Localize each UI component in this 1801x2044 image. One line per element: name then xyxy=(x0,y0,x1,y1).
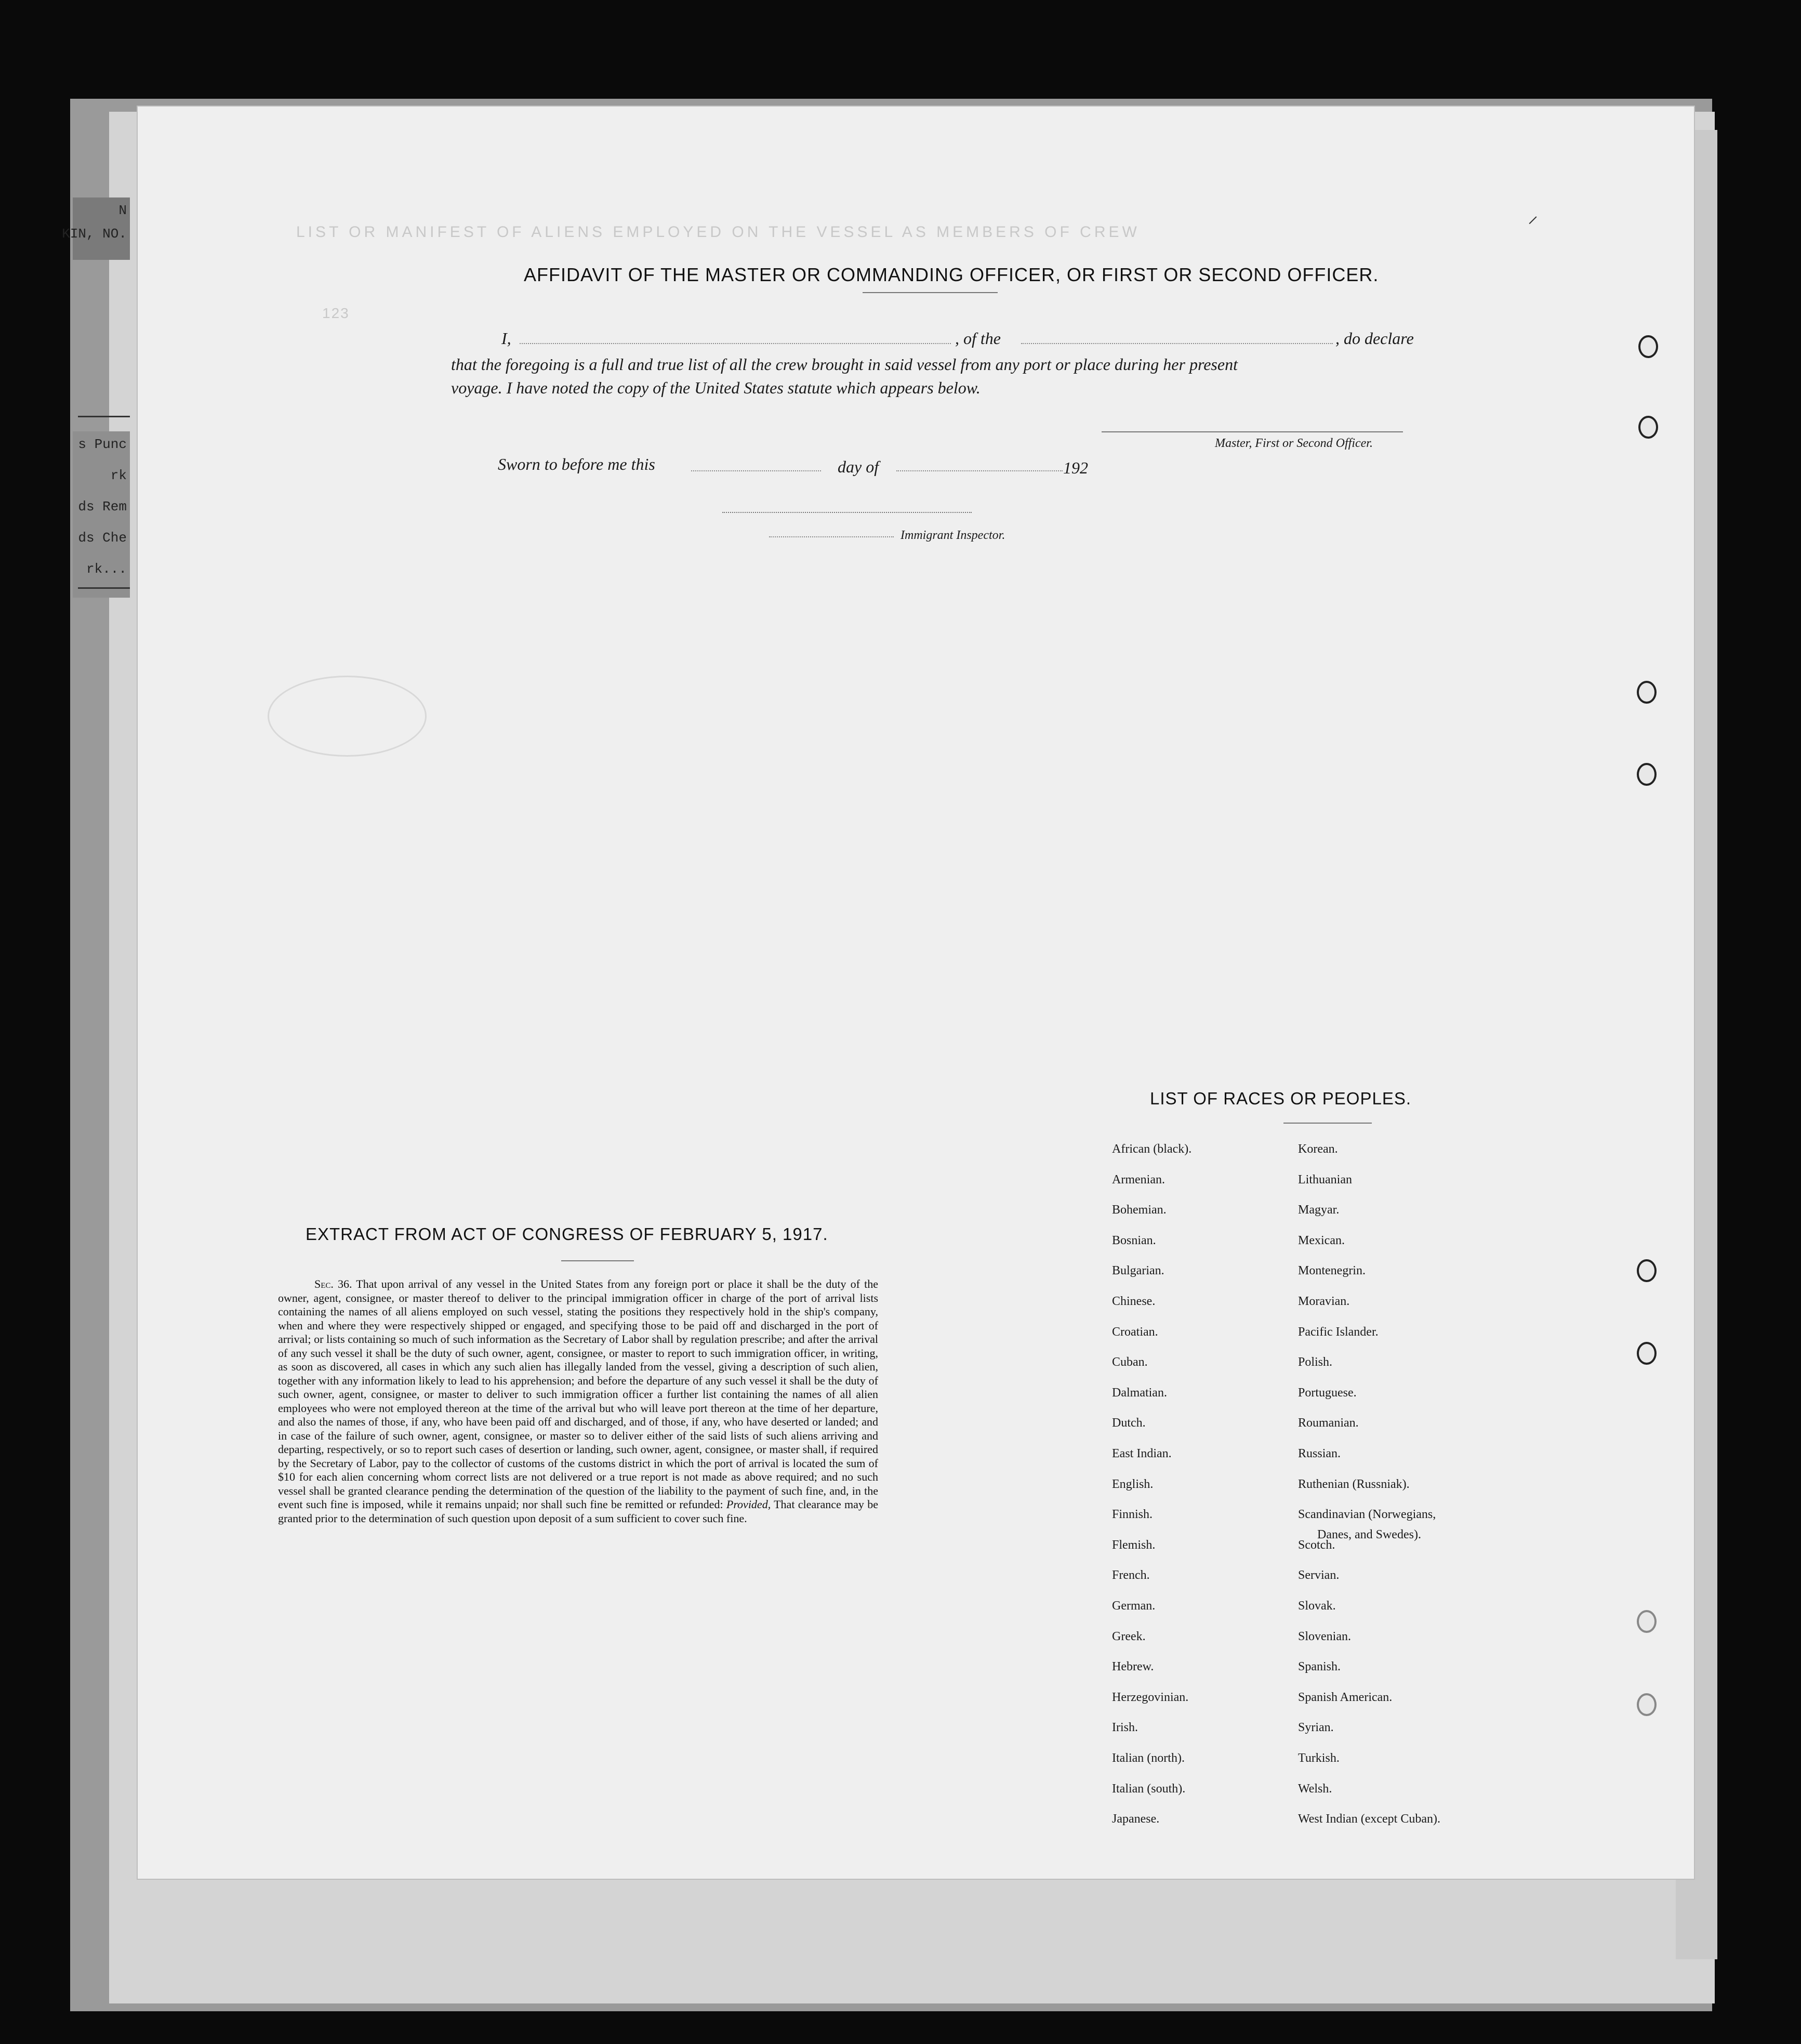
race-item: French. xyxy=(1112,1568,1150,1583)
sec-label: Sec. 36. xyxy=(314,1277,352,1290)
race-item: Spanish. xyxy=(1298,1660,1341,1674)
race-item: Armenian. xyxy=(1112,1172,1165,1186)
statute-text xyxy=(278,1277,878,1525)
race-item: Welsh. xyxy=(1298,1782,1332,1796)
race-item: Magyar. xyxy=(1298,1203,1340,1217)
race-item: Italian (north). xyxy=(1112,1751,1185,1765)
statute-body: That upon arrival of any vessel in the United States from any foreign port or place it shall be the duty of the owner, agent, consignee, or master thereof to deliver to the principal immigration officer in charge of the port of arrival lists containing the names of all aliens employed on such vessel, stating the positions they respectively hold in the ship's company, when and where they were respectively shipped or engaged, and specifying those to be paid off and discharged in the port of arrival; or lists containing so much of such information as the Secretary of Labor shall by regulation prescribe; and after the arrival of any such vessel it shall be the duty of such owner, agent, consignee, or master to report to such immigration officer, in writing, as soon as discovered, all cases in which any such alien has illegally landed from the vessel, giving a description of such alien, together with any information likely to lead to his apprehension; and before the departure of any such vessel it shall be the duty of such owner, agent, consignee, or master to deliver to such immigration officer a further list containing the names of all alien employees who were not employed thereon at the time of the arrival but who will leave port thereon at the time of her departure, and also the names of those, if any, who have been paid off and discharged, and of those, if any, who have deserted or landed; and in case of the failure of such owner, agent, consignee, or master so to deliver either of the said lists of such aliens arriving and departing, respectively, or so to report such cases of desertion or landing, such owner, agent, consignee, or master shall, if required by the Secretary of Labor, pay to the collector of customs of the customs district in which the port of arrival is located the sum of $10 for each alien concerning whom correct lists are not delivered or a true report is not made as above required; and no such vessel shall be granted clearance pending the determination of the question of the liability to the payment of such fine, and, in the event such fine is imposed, while it remains unpaid; nor shall such fine be remitted or refunded: xyxy=(278,1277,878,1511)
race-item: Montenegrin. xyxy=(1298,1264,1366,1278)
races-title: LIST OF RACES OR PEOPLES. xyxy=(1150,1089,1412,1108)
race-item: Italian (south). xyxy=(1112,1782,1186,1796)
punch-hole xyxy=(1638,416,1658,439)
month-field[interactable] xyxy=(896,470,1063,471)
race-item: Roumanian. xyxy=(1298,1416,1359,1430)
race-item: Bulgarian. xyxy=(1112,1264,1164,1278)
year-label: 192 xyxy=(1063,458,1088,477)
race-item: Portuguese. xyxy=(1298,1386,1357,1400)
race-item: German. xyxy=(1112,1599,1156,1613)
race-item: Irish. xyxy=(1112,1721,1138,1735)
race-item: Turkish. xyxy=(1298,1751,1340,1765)
signature-caption: Master, First or Second Officer. xyxy=(1215,437,1373,450)
race-item: Russian. xyxy=(1298,1447,1341,1460)
race-item: Finnish. xyxy=(1112,1508,1153,1522)
race-item: Bohemian. xyxy=(1112,1203,1167,1217)
race-item: Lithuanian xyxy=(1298,1172,1352,1186)
strip-label: rk xyxy=(110,468,127,483)
race-item: Spanish American. xyxy=(1298,1690,1393,1704)
race-item: Greek. xyxy=(1112,1629,1146,1643)
extract-rule xyxy=(561,1260,634,1261)
punch-hole xyxy=(1637,1610,1657,1633)
strip-label: rk... xyxy=(86,561,127,577)
race-item: Mexican. xyxy=(1298,1233,1345,1247)
strip-label: s Punc xyxy=(78,437,127,452)
race-item: Bosnian. xyxy=(1112,1233,1156,1247)
inspector-caption: Immigrant Inspector. xyxy=(900,529,1005,542)
race-item: Servian. xyxy=(1298,1568,1340,1583)
race-item: Pacific Islander. xyxy=(1298,1325,1379,1339)
race-item: Ruthenian (Russniak). xyxy=(1298,1477,1410,1491)
name-field[interactable] xyxy=(520,343,951,344)
race-item: Slovak. xyxy=(1298,1599,1336,1613)
race-item: East Indian. xyxy=(1112,1447,1172,1460)
day-field[interactable] xyxy=(691,470,821,471)
title-rule xyxy=(863,292,998,293)
race-continuation: Danes, and Swedes). xyxy=(1317,1528,1421,1541)
race-item: Chinese. xyxy=(1112,1295,1156,1308)
race-item: Scandinavian (Norwegians, xyxy=(1298,1508,1436,1522)
declaration-line: that the foregoing is a full and true list of all the crew brought in said vessel from any port or place during her present xyxy=(451,355,1238,374)
race-item: African (black). xyxy=(1112,1142,1192,1156)
punch-hole xyxy=(1637,763,1657,786)
punch-hole xyxy=(1637,681,1657,704)
race-item: Dalmatian. xyxy=(1112,1386,1167,1400)
left-margin-strip xyxy=(73,431,130,598)
pencil-mark: ⸝ xyxy=(1528,204,1538,227)
race-item: Flemish. xyxy=(1112,1538,1156,1552)
race-item: Croatian. xyxy=(1112,1325,1158,1339)
race-item: West Indian (except Cuban). xyxy=(1298,1812,1440,1826)
bleed-through-text: LIST OR MANIFEST OF ALIENS EMPLOYED ON THE VESSEL AS MEMBERS OF CREW xyxy=(296,223,1140,241)
race-item: Slovenian. xyxy=(1298,1629,1351,1643)
race-item: Scotch. xyxy=(1298,1538,1335,1552)
strip-divider xyxy=(78,416,130,417)
vessel-field[interactable] xyxy=(1021,343,1333,344)
extract-title: EXTRACT FROM ACT OF CONGRESS OF FEBRUARY 5, 1917. xyxy=(306,1224,828,1244)
race-item: Japanese. xyxy=(1112,1812,1160,1826)
provided-label: Provided, xyxy=(726,1498,771,1511)
race-item: Korean. xyxy=(1298,1142,1338,1156)
races-rule xyxy=(1283,1123,1372,1124)
race-item: Herzegovinian. xyxy=(1112,1690,1189,1704)
top-left-label: KIN, NO. xyxy=(62,226,127,242)
stray-number: 123 xyxy=(322,305,350,321)
statute-end: That clearance may be granted prior to the determination of such question upon deposit of a sum sufficient to cover such fine. xyxy=(278,1498,878,1525)
top-left-label: N xyxy=(118,203,127,218)
day-of-label: day of xyxy=(838,457,879,476)
strip-divider xyxy=(78,587,130,589)
strip-label: ds Che xyxy=(78,530,127,546)
punch-hole xyxy=(1638,335,1658,358)
race-item: Moravian. xyxy=(1298,1295,1350,1308)
date-underline xyxy=(722,512,972,513)
race-item: Cuban. xyxy=(1112,1355,1148,1369)
declaration-line: voyage. I have noted the copy of the United States statute which appears below. xyxy=(451,378,981,397)
affidavit-title: AFFIDAVIT OF THE MASTER OR COMMANDING OFFICER, OR FIRST OR SECOND OFFICER. xyxy=(524,264,1379,285)
race-item: Hebrew. xyxy=(1112,1660,1154,1674)
faint-stamp xyxy=(268,676,427,757)
punch-hole xyxy=(1637,1342,1657,1365)
top-left-tab xyxy=(62,197,130,260)
inspector-signature-field[interactable] xyxy=(769,536,894,537)
do-declare-label: , do declare xyxy=(1335,329,1414,348)
punch-hole xyxy=(1637,1693,1657,1716)
strip-label: ds Rem xyxy=(78,499,127,515)
punch-hole xyxy=(1637,1259,1657,1282)
sworn-label: Sworn to before me this xyxy=(498,455,655,473)
race-item: Polish. xyxy=(1298,1355,1333,1369)
race-item: English. xyxy=(1112,1477,1154,1491)
i-label: I, xyxy=(501,329,511,348)
race-item: Dutch. xyxy=(1112,1416,1146,1430)
signature-line[interactable] xyxy=(1102,431,1403,432)
race-item: Syrian. xyxy=(1298,1721,1334,1735)
of-the-label: , of the xyxy=(955,329,1001,348)
